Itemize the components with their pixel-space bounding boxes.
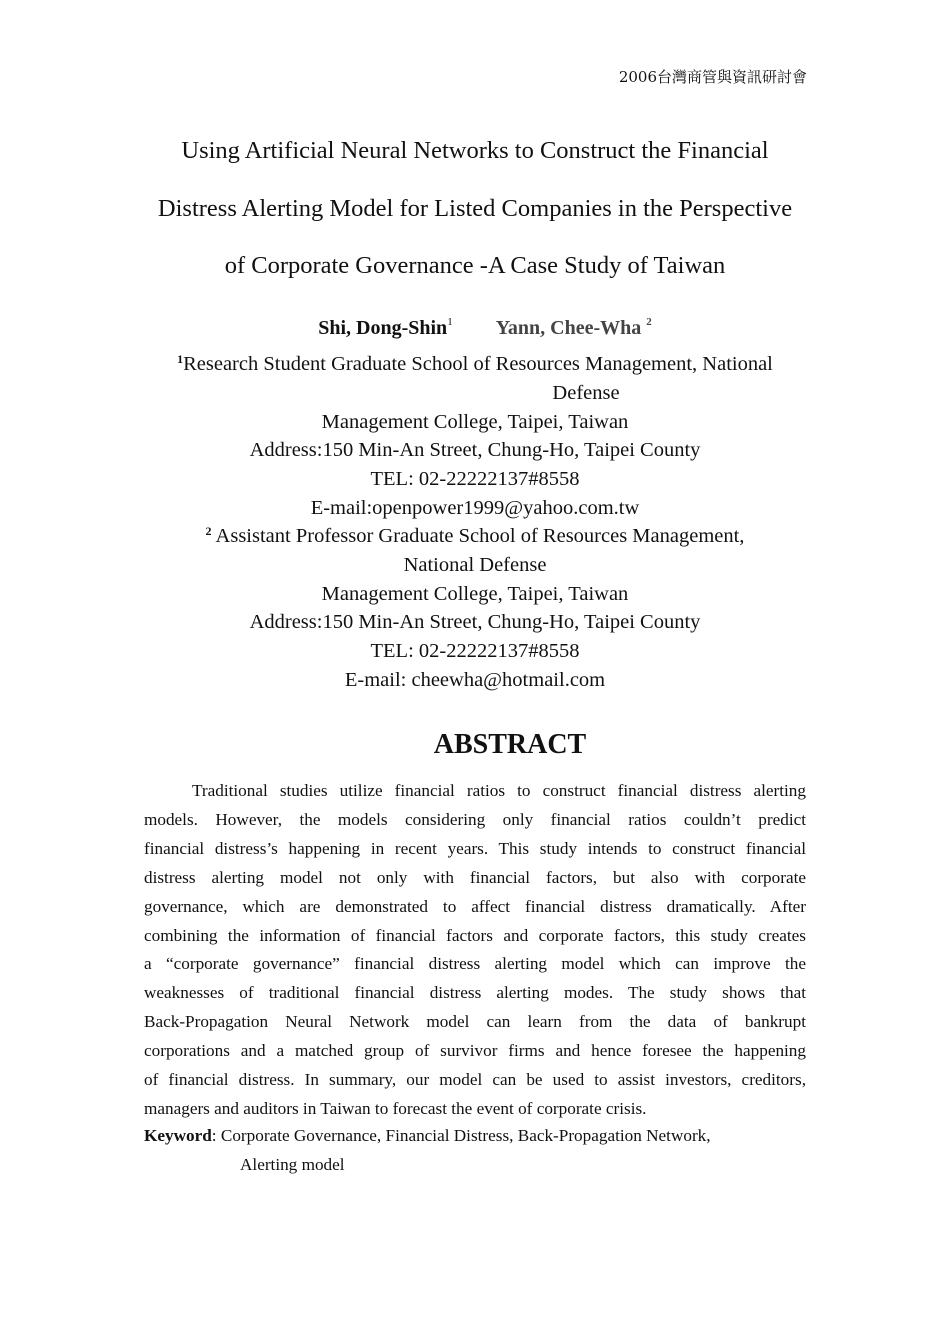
affiliation-phone: TEL: 02-22222137#8558	[370, 640, 580, 663]
keywords-line	[144, 1122, 806, 1151]
affiliation-line: Management College, Taipei, Taiwan	[321, 582, 629, 605]
abstract-line: combining the information of financial factors and corporate factors, this study creates	[144, 925, 806, 945]
abstract-heading-text: ABSTRACT	[433, 729, 587, 760]
affiliation-line: Management College, Taipei, Taiwan	[321, 410, 629, 433]
abstract-line: Back-Propagation Neural Network model can learn from the data of bankrupt	[144, 1012, 806, 1032]
title-line: Distress Alerting Model for Listed Companies in the Perspective	[157, 194, 793, 222]
affiliation-mark: 1	[177, 352, 184, 366]
author-mark: 2	[646, 316, 652, 328]
abstract-line: a “corporate governance” financial distress alerting model which can improve the	[144, 954, 806, 974]
author-mark: 1	[447, 316, 453, 328]
affiliation-address: Address:150 Min-An Street, Chung-Ho, Taipei County	[249, 611, 701, 634]
keywords	[144, 1122, 806, 1180]
conference-header: 2006台灣商管與資訊研討會	[618, 68, 807, 86]
title-line: of Corporate Governance -A Case Study of Taiwan	[224, 252, 726, 279]
paper-title	[120, 122, 830, 295]
affiliation-block	[140, 517, 810, 695]
abstract-line: managers and auditors in Taiwan to forecast the event of corporate crisis.	[144, 1098, 647, 1118]
affiliation-mark: 2	[205, 524, 212, 538]
affiliation-phone: TEL: 02-22222137#8558	[370, 468, 580, 491]
keywords-text: : Corporate Governance, Financial Distress, Back-Propagation Network,	[211, 1126, 711, 1145]
abstract-line: weaknesses of traditional financial distress alerting modes. The study shows that	[144, 983, 806, 1003]
affiliation-line	[140, 345, 810, 379]
affiliation-line: National Defense	[403, 553, 547, 576]
abstract-line: corporations and a matched group of survivor firms and hence foresee the happening	[144, 1041, 806, 1061]
author-name	[318, 317, 452, 339]
affiliation-text: Assistant Professor Graduate School of Resources Management,	[211, 525, 745, 547]
author-name	[496, 317, 652, 339]
keywords-line: Alerting model	[240, 1154, 345, 1174]
abstract-body	[144, 777, 806, 1124]
author-name-text: Yann, Chee-Wha	[495, 317, 642, 339]
title-line: Using Artificial Neural Networks to Construct the Financial	[181, 137, 769, 164]
abstract-line: governance, which are demonstrated to affect financial distress dramatically. After	[144, 896, 806, 916]
affiliation-address: Address:150 Min-An Street, Chung-Ho, Taipei County	[249, 439, 701, 462]
affiliation-text: Research Student Graduate School of Resources Management, National	[183, 353, 773, 375]
keywords-label: Keyword	[144, 1126, 212, 1145]
author-name-text: Shi, Dong-Shin	[318, 317, 448, 339]
abstract-heading	[0, 729, 950, 761]
affiliation-block	[140, 345, 810, 523]
affiliation-email: E-mail: cheewha@hotmail.com	[344, 668, 606, 691]
affiliation-line	[140, 517, 810, 551]
abstract-line: financial distress’s happening in recent years. This study intends to construct financial	[144, 838, 806, 858]
abstract-line: distress alerting model not only with financial factors, but also with corporate	[144, 867, 806, 887]
affiliation-line: Defense	[552, 381, 620, 404]
abstract-line: of financial distress. In summary, our model can be used to assist investors, creditors,	[144, 1070, 806, 1090]
author-list	[0, 316, 950, 340]
abstract-line: Traditional studies utilize financial ratios to construct financial distress alerting	[192, 781, 806, 800]
abstract-line: models. However, the models considering only financial ratios couldn’t predict	[144, 809, 806, 829]
affiliation-email: E-mail:openpower1999@yahoo.com.tw	[310, 496, 640, 519]
